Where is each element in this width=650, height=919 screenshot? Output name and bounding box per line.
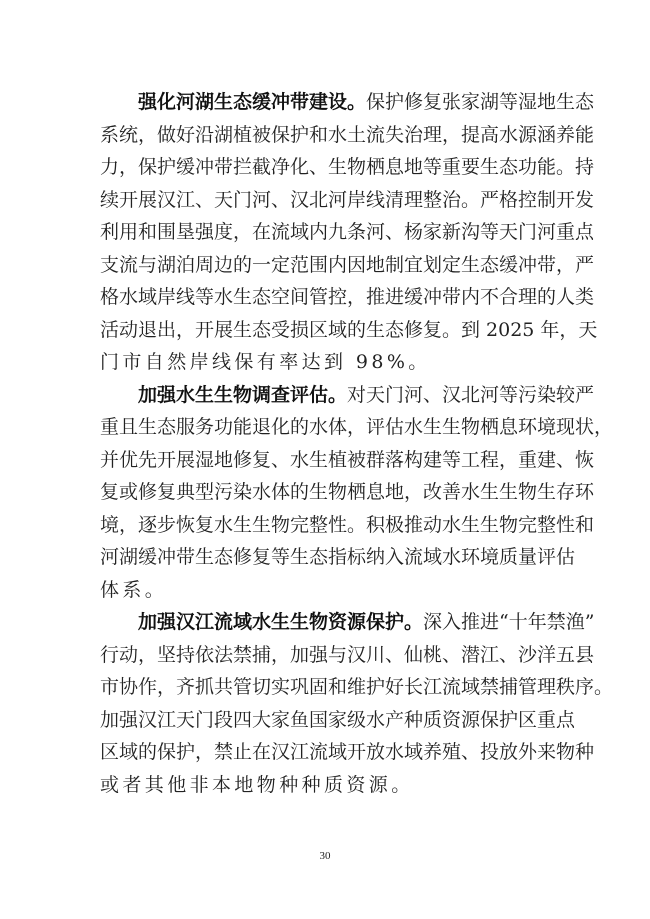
text-line: 门市自然岸线保有率达到 98%。 bbox=[100, 351, 431, 373]
text-line: 复或修复典型污染水体的生物栖息地，改善水生生物生存环 bbox=[100, 481, 595, 503]
text-line: 利用和围垦强度，在流域内九条河、杨家新沟等天门河重点 bbox=[100, 221, 595, 243]
paragraph-3-first-line: 加强汉江流域水生生物资源保护。深入推进“十年禁渔” bbox=[138, 611, 595, 633]
text-line: 并优先开展湿地修复、水生植被群落构建等工程，重建、恢 bbox=[100, 448, 595, 471]
text-line: 行动，坚持依法禁捕，加强与汉川、仙桃、潜江、沙洋五县 bbox=[100, 643, 595, 666]
paragraph-1-first-line: 强化河湖生态缓冲带建设。保护修复张家湖等湿地生态 bbox=[138, 91, 595, 113]
text-line: 续开展汉江、天门河、汉北河岸线清理整治。严格控制开发 bbox=[100, 188, 595, 211]
text-line: 市协作，齐抓共管切实巩固和维护好长江流域禁捕管理秩序。 bbox=[100, 676, 614, 698]
paragraph-heading: 加强水生生物调查评估。 bbox=[138, 383, 348, 406]
text-line: 体系。 bbox=[100, 578, 168, 601]
document-body bbox=[100, 86, 614, 801]
text-line: 境，逐步恢复水生生物完整性。积极推动水生生物完整性和 bbox=[100, 513, 595, 536]
paragraph-heading: 强化河湖生态缓冲带建设。 bbox=[138, 91, 367, 113]
text-line: 活动退出，开展生态受损区域的生态修复。到 2025 年，天 bbox=[100, 318, 598, 341]
text-line: 加强汉江天门段四大家鱼国家级水产种质资源保护区重点 bbox=[100, 708, 576, 731]
text-line: 支流与湖泊周边的一定范围内因地制宜划定生态缓冲带，严 bbox=[100, 253, 595, 276]
text-line: 格水域岸线等水生态空间管控，推进缓冲带内不合理的人类 bbox=[100, 286, 595, 308]
text-line: 系统，做好沿湖植被保护和水土流失治理，提高水源涵养能 bbox=[100, 123, 595, 146]
paragraph-heading: 加强汉江流域水生生物资源保护。 bbox=[138, 611, 424, 633]
page-number: 30 bbox=[319, 850, 331, 862]
text-line: 力，保护缓冲带拦截净化、生物栖息地等重要生态功能。持 bbox=[100, 156, 595, 178]
text-line: 或者其他非本地物种种质资源。 bbox=[100, 773, 414, 796]
text-line: 河湖缓冲带生态修复等生态指标纳入流域水环境质量评估 bbox=[100, 546, 576, 568]
paragraph-2-first-line: 加强水生生物调查评估。对天门河、汉北河等污染较严 bbox=[138, 383, 595, 406]
text-line: 区域的保护，禁止在汉江流域开放水域养殖、投放外来物种 bbox=[100, 741, 595, 763]
text-line: 重且生态服务功能退化的水体，评估水生生物栖息环境现状， bbox=[100, 416, 614, 438]
